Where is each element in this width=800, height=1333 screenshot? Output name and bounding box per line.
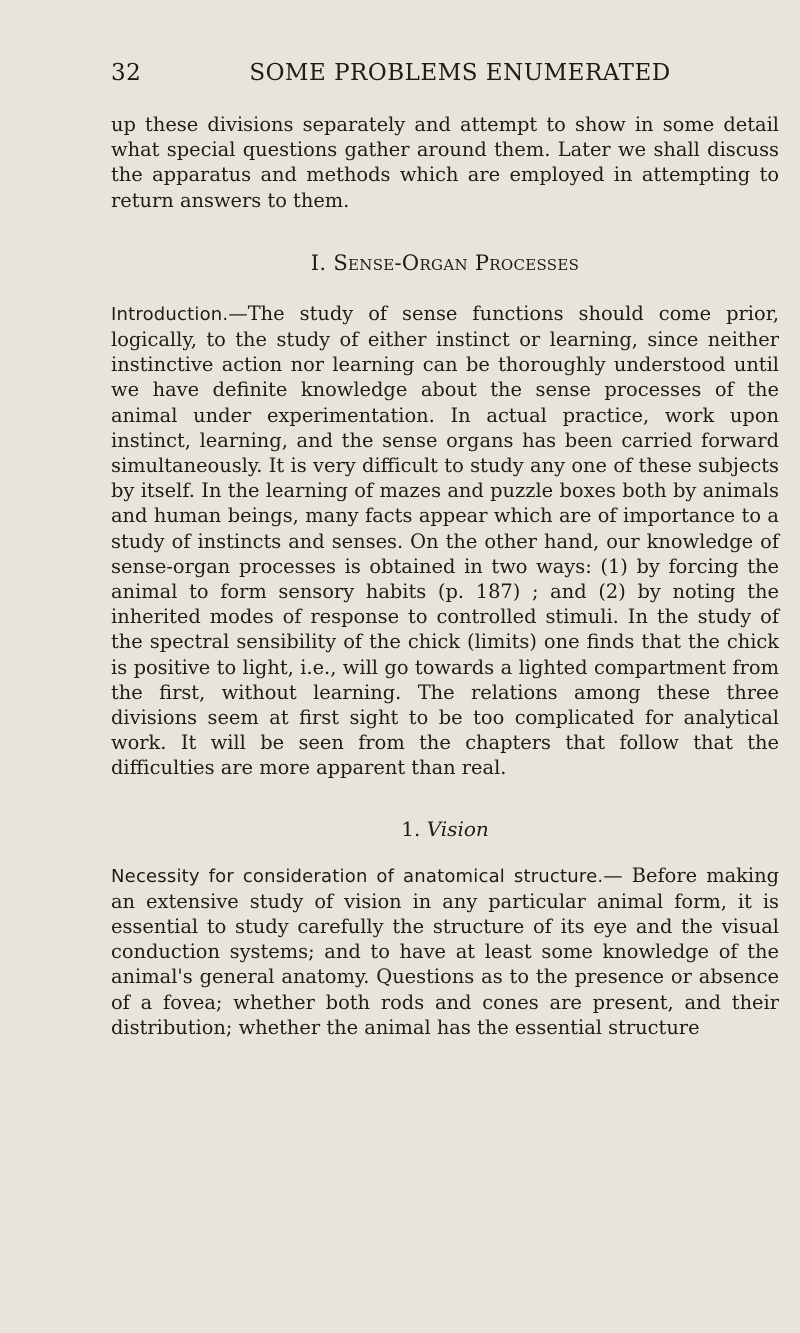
necessity-paragraph <box>111 863 779 1040</box>
introduction-body: —The study of sense functions should come prior, logically, to the study of either instinct or learning, since neither instinctive action nor learning can be thoroughly understood until we have definite knowledge about the sense processes of the animal under experimentation. In actual practice, work upon instinct, learning, and the sense organs has been carried forward simultaneously. It is very difficult to study any one of these subjects by itself. In the learning of mazes and puzzle boxes both by animals and human beings, many facts appear which are of importance to a study of instincts and senses. On the other hand, our knowledge of sense-organ processes is obtained in two ways: (1) by forcing the animal to form sensory habits (p. 187) ; and (2) by noting the inherited modes of response to controlled stimuli. In the study of the spectral sensibility of the chick (limits) one finds that the chick is positive to light, i.e., will go towards a lighted compartment from the first, without learning. The relations among these three divisions seem at first sight to be too complicated for analytical work. It will be seen from the chapters that follow that the difficulties are more apparent than real. <box>111 301 779 780</box>
book-page <box>111 60 779 1040</box>
page-number: 32 <box>111 60 142 86</box>
running-title: SOME PROBLEMS ENUMERATED <box>249 60 671 86</box>
introduction-paragraph <box>111 301 779 781</box>
subsection-title: Vision <box>426 816 489 841</box>
introduction-lead: Introduction. <box>111 303 229 325</box>
section-title: Sense-Organ Processes <box>333 250 580 275</box>
section-heading <box>111 251 779 275</box>
necessity-body: — Before making an extensive study of vision in any particular animal form, it is essential to study carefully the structure of its eye and the visual conduction systems; and to have at least some knowledge of the animal's general anatomy. Questions as to the presence or absence of a fovea; whether both rods and cones are present, and their distribution; whether the animal has the essential structure <box>111 863 779 1039</box>
running-head <box>111 60 779 94</box>
section-number: I. <box>310 250 327 275</box>
opening-paragraph: up these divisions separately and attempt to show in some detail what special questions gather around them. Later we shall discuss the apparatus and methods which are employed in attempting to return answers to them. <box>111 113 779 212</box>
subsection-number: 1. <box>401 816 421 841</box>
subsection-heading <box>111 817 779 841</box>
necessity-lead: Necessity for consideration of anatomical structure. <box>111 865 604 887</box>
